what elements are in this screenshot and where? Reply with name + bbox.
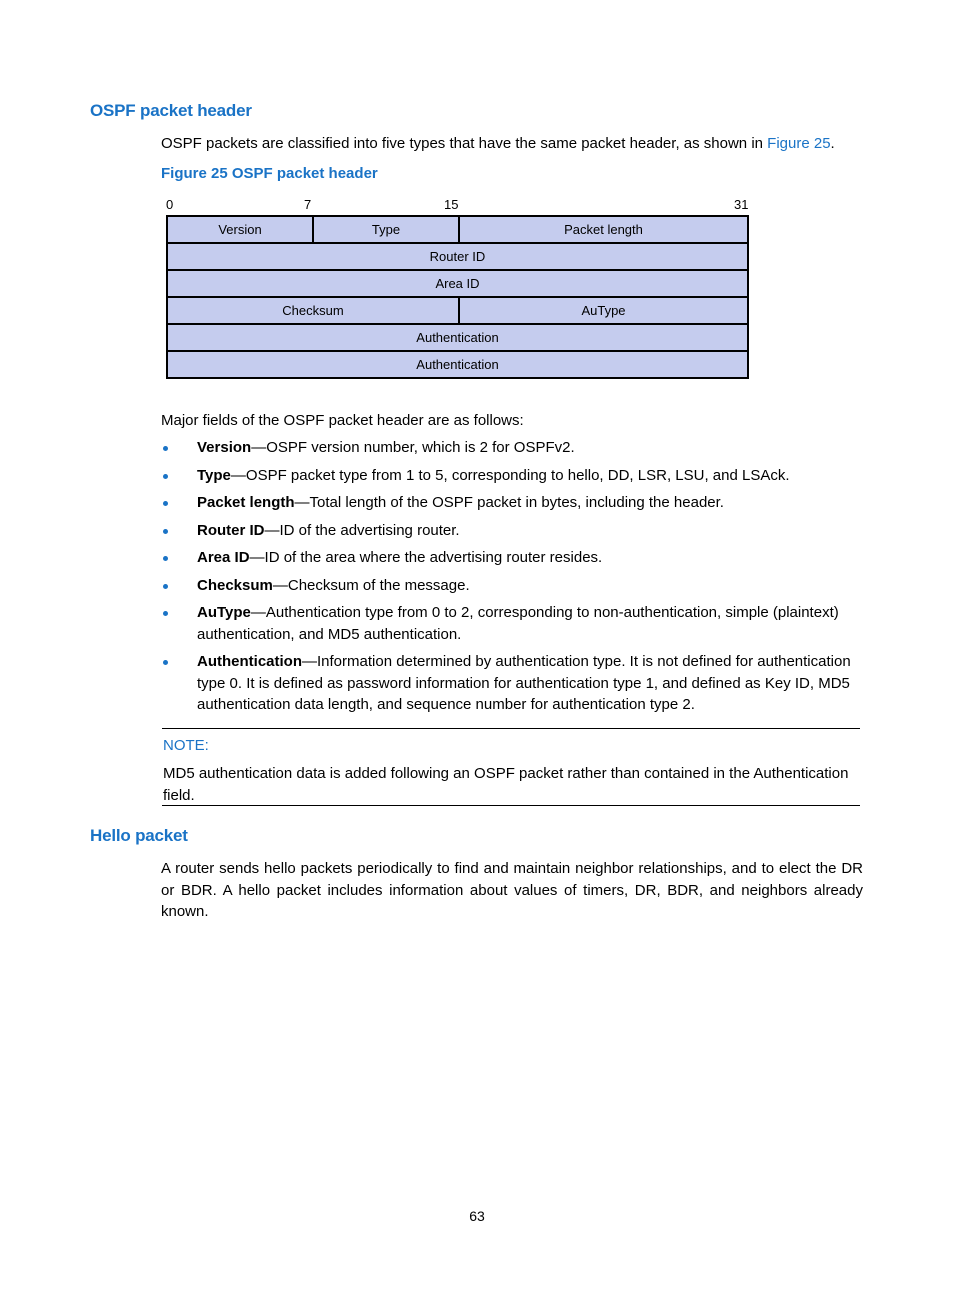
bullet-icon [163,556,168,561]
field-term: Type [197,466,231,484]
note-body: MD5 authentication data is added following an OSPF packet rather than contained in the Authentication field. [163,765,849,804]
diagram-row [166,296,749,323]
list-item [161,437,863,459]
field-term: Version [197,439,252,456]
bullet-icon [163,501,168,506]
list-item [161,465,863,487]
field-desc: —ID of the advertising router. [264,521,460,539]
intro-period: . [830,135,835,152]
field-desc: —Checksum of the message. [272,576,470,594]
figure-caption: Figure 25 OSPF packet header [161,165,378,182]
fields-list [161,437,863,722]
section-heading-ospf-packet-header: OSPF packet header [90,101,252,120]
bullet-icon [163,584,168,589]
fields-intro: Major fields of the OSPF packet header are as follows: [161,412,524,429]
intro-text: OSPF packets are classified into five types that have the same packet header, as shown in [161,135,768,152]
cell-authentication-2: Authentication [166,350,749,379]
field-term: Packet length [197,494,295,511]
diagram-row [166,242,749,269]
cell-type: Type [312,215,460,244]
cell-version: Version [166,215,314,244]
bit-number-0: 0 [166,197,174,212]
field-desc: —OSPF version number, which is 2 for OSPFv2. [251,439,575,456]
cell-packet-length: Packet length [458,215,749,244]
list-item [161,651,863,716]
cell-router-id: Router ID [166,242,749,271]
field-desc: —OSPF packet type from 1 to 5, corresponding to hello, DD, LSR, LSU, and LSAck. [230,466,790,484]
field-term: Router ID [197,521,265,539]
field-desc: —Information determined by authentication type. It is not defined for authentication type 0. It is defined as password information for authentication type 1, and defined as Key ID, MD5 authentication data length, and sequence number for authentication type 2. [197,653,851,713]
note-box [162,728,860,806]
bit-number-31: 31 [734,197,749,212]
note-title: NOTE: [163,737,209,754]
bullet-icon [163,446,168,451]
figure-link[interactable]: Figure 25 [767,135,831,152]
field-desc: —ID of the area where the advertising router resides. [249,549,603,566]
field-desc: —Total length of the OSPF packet in bytes, including the header. [294,494,724,511]
diagram-row [166,215,749,242]
page-number: 63 [469,1208,485,1224]
bullet-icon [163,529,168,534]
bit-number-15: 15 [444,197,459,212]
intro-paragraph [161,133,863,155]
cell-authentication-1: Authentication [166,323,749,352]
field-term: AuType [197,604,251,621]
diagram-row [166,350,749,377]
field-desc: —Authentication type from 0 to 2, corresponding to non-authentication, simple (plaintext) authentication, and MD5 authentication. [197,604,839,643]
bullet-icon [163,660,168,665]
list-item [161,492,863,514]
bullet-icon [163,474,168,479]
cell-checksum: Checksum [166,296,460,325]
list-item [161,575,863,597]
section-heading-hello-packet: Hello packet [90,826,188,845]
bullet-icon [163,611,168,616]
field-term: Area ID [197,549,250,566]
bit-number-7: 7 [304,197,312,212]
cell-autype: AuType [458,296,749,325]
field-term: Authentication [197,653,302,670]
diagram-row [166,269,749,296]
field-term: Checksum [197,576,273,594]
list-item [161,520,863,542]
diagram-row [166,323,749,350]
packet-header-diagram [166,215,749,377]
list-item [161,602,863,645]
cell-area-id: Area ID [166,269,749,298]
list-item [161,547,863,569]
hello-paragraph: A router sends hello packets periodically to find and maintain neighbor relationships, and to elect the DR or BDR. A hello packet includes information about values of timers, DR, BDR, and neighbors already known. [161,860,863,920]
